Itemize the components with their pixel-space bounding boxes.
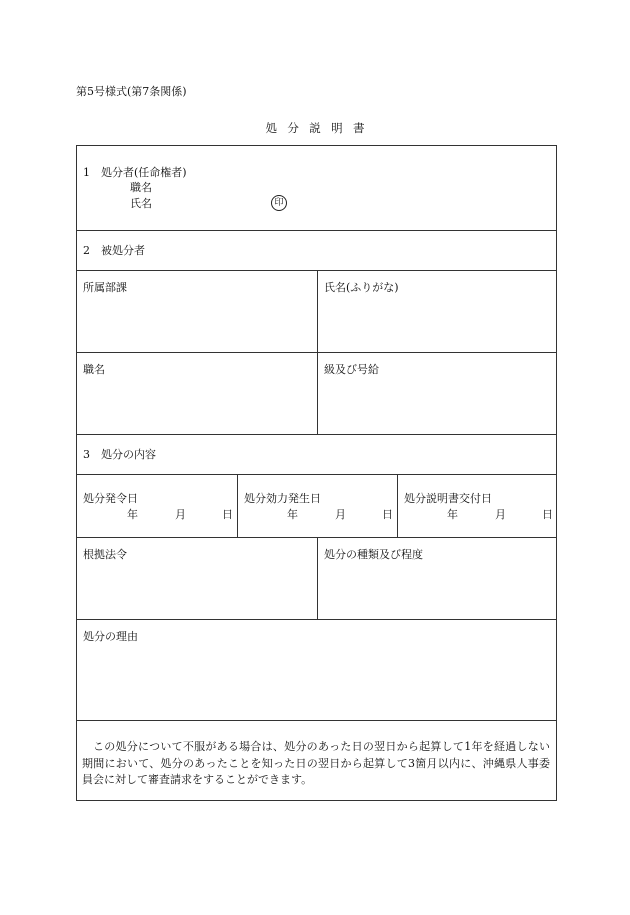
- form-table: [76, 145, 557, 801]
- effective-date-day: 日: [382, 508, 393, 521]
- document-title: 処分説明書: [265, 121, 375, 135]
- effective-date-year: 年: [287, 508, 298, 521]
- legal-basis-cell: [77, 538, 317, 619]
- grade-cell: [317, 353, 556, 434]
- subject-heading: 2 被処分者: [83, 244, 145, 257]
- effective-date-month: 月: [335, 508, 346, 521]
- seal-icon: 印: [271, 195, 287, 211]
- section-subject-heading-row: [77, 231, 556, 271]
- dates-row: [77, 475, 556, 538]
- legal-basis-label: 根拠法令: [83, 548, 127, 561]
- disposer-position-label: 職名: [130, 181, 152, 194]
- reason-label: 処分の理由: [83, 630, 138, 643]
- issue-date-cell: [77, 475, 237, 537]
- name-kana-label: 氏名(ふりがな): [324, 281, 399, 294]
- issue-date-day: 日: [222, 508, 233, 521]
- name-kana-cell: [317, 271, 556, 352]
- subject-row-department: [77, 271, 556, 353]
- content-heading: 3 処分の内容: [83, 448, 156, 461]
- department-label: 所属部課: [83, 281, 127, 294]
- subject-position-label: 職名: [83, 363, 105, 376]
- effective-date-cell: [237, 475, 397, 537]
- disposer-heading: 1 処分者(任命権者): [83, 166, 187, 179]
- delivery-date-day: 日: [542, 508, 553, 521]
- legal-basis-row: [77, 538, 556, 620]
- section-content-heading-row: [77, 435, 556, 475]
- issue-date-label: 処分発令日: [83, 492, 138, 505]
- effective-date-label: 処分効力発生日: [244, 492, 321, 505]
- issue-date-month: 月: [175, 508, 186, 521]
- subject-row-position: [77, 353, 556, 435]
- section-disposer: [77, 146, 556, 231]
- disposer-name-label: 氏名: [130, 197, 152, 210]
- issue-date-year: 年: [127, 508, 138, 521]
- type-degree-label: 処分の種類及び程度: [324, 548, 423, 561]
- delivery-date-month: 月: [495, 508, 506, 521]
- delivery-date-cell: [397, 475, 556, 537]
- department-cell: [77, 271, 317, 352]
- delivery-date-label: 処分説明書交付日: [404, 492, 492, 505]
- form-reference: 第5号様式(第7条関係): [76, 85, 187, 98]
- subject-position-cell: [77, 353, 317, 434]
- notice-row: [77, 721, 556, 800]
- delivery-date-year: 年: [447, 508, 458, 521]
- reason-row: [77, 620, 556, 721]
- appeal-notice: この処分について不服がある場合は、処分のあった日の翌日から起算して1年を経過しない期間において、処分のあったことを知った日の翌日から起算して3箇月以内に、沖縄県人事委員会に対して審査請求をすることができます。: [82, 740, 550, 786]
- type-degree-cell: [317, 538, 556, 619]
- grade-label: 級及び号給: [324, 363, 379, 376]
